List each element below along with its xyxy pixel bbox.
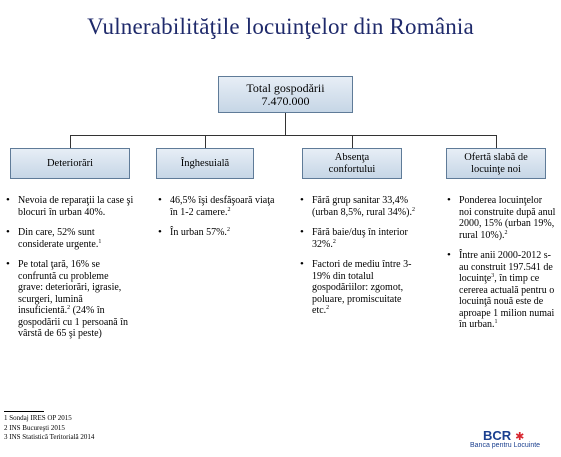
logo-text: BCR [483,428,512,443]
root-box-total-households [218,76,353,113]
root-value: 7.470.000 [261,93,310,108]
list-item: • Între anii 2000-2012 s-au construit 197.541 de locuinţe$^3$, în timp ce cererea actuală pentru o locuinţă nouă este de aproape 1 milion numai în urban.$^1$ [447,250,557,331]
list-item: • 46,5% îşi desfăşoară viaţa în 1-2 camere.$^2$ [158,195,276,218]
list-item: • Fără baie/duş în interior 32%.$^2$ [300,227,418,250]
column-inghesuiala [158,195,276,248]
list-item: • Pe total ţară, 16% se confruntă cu probleme grave: deteriorări, igrasie, scurgeri, lumină insuficientă.$^2$ (24% în gospodării cu 1 persoană în vârstă de 65 şi peste) [6,259,134,340]
list-item: • Nevoia de reparaţii la case şi blocuri în urban 40%. [6,195,134,218]
category-box-absenta-confortului [302,148,402,179]
category-label: Ofertă slabă de [464,151,528,163]
category-label: Deteriorări [46,157,94,169]
footnote: 3 INS Statistică Teritorială 2014 [4,433,95,441]
category-box-deteriorari [10,148,130,179]
column-oferta-slaba [447,195,557,340]
category-label: Înghesuială [180,157,230,169]
connector-cat-3 [352,135,353,148]
list-item: • Factori de mediu între 3-19% din totalul gospodăriilor: zgomot, poluare, promiscuitate etc.$^2$ [300,259,418,317]
footnote-divider [4,411,44,412]
list-item: • Ponderea locuinţelor noi construite după anul 2000, 15% (urban 19%, rural 10%).$^2$ [447,195,557,241]
category-box-inghesuiala [156,148,254,179]
root-label: Total gospodării [246,80,325,95]
connector-cat-4 [496,135,497,148]
logo-tagline: Banca pentru Locuinte [470,442,541,449]
list-item: • Din care, 52% sunt considerate urgente.$^1$ [6,227,134,250]
category-label: locuinţe noi [471,163,521,175]
footnote: 2 INS Bucureşti 2015 [4,423,65,432]
connector-horizontal [70,135,496,136]
page-title: Vulnerabilităţile locuinţelor din România [87,14,474,39]
list-item: • În urban 57%.$^2$ [158,227,276,239]
footnote: 1 Sondaj IRES OP 2015 [4,414,72,422]
connector-cat-2 [205,135,206,148]
footnotes [4,414,94,443]
column-absenta-confortului [300,195,418,326]
category-label: confortului [328,163,376,175]
category-label: Absenţa [334,151,370,163]
list-item: • Fără grup sanitar 33,4% (urban 8,5%, rural 34%).$^2$ [300,195,418,218]
connector-cat-1 [70,135,71,148]
category-box-oferta-slaba [446,148,546,179]
connector-root-down [285,113,286,135]
column-deteriorari [6,195,134,349]
bcr-mark-icon: ✱ [515,431,525,443]
